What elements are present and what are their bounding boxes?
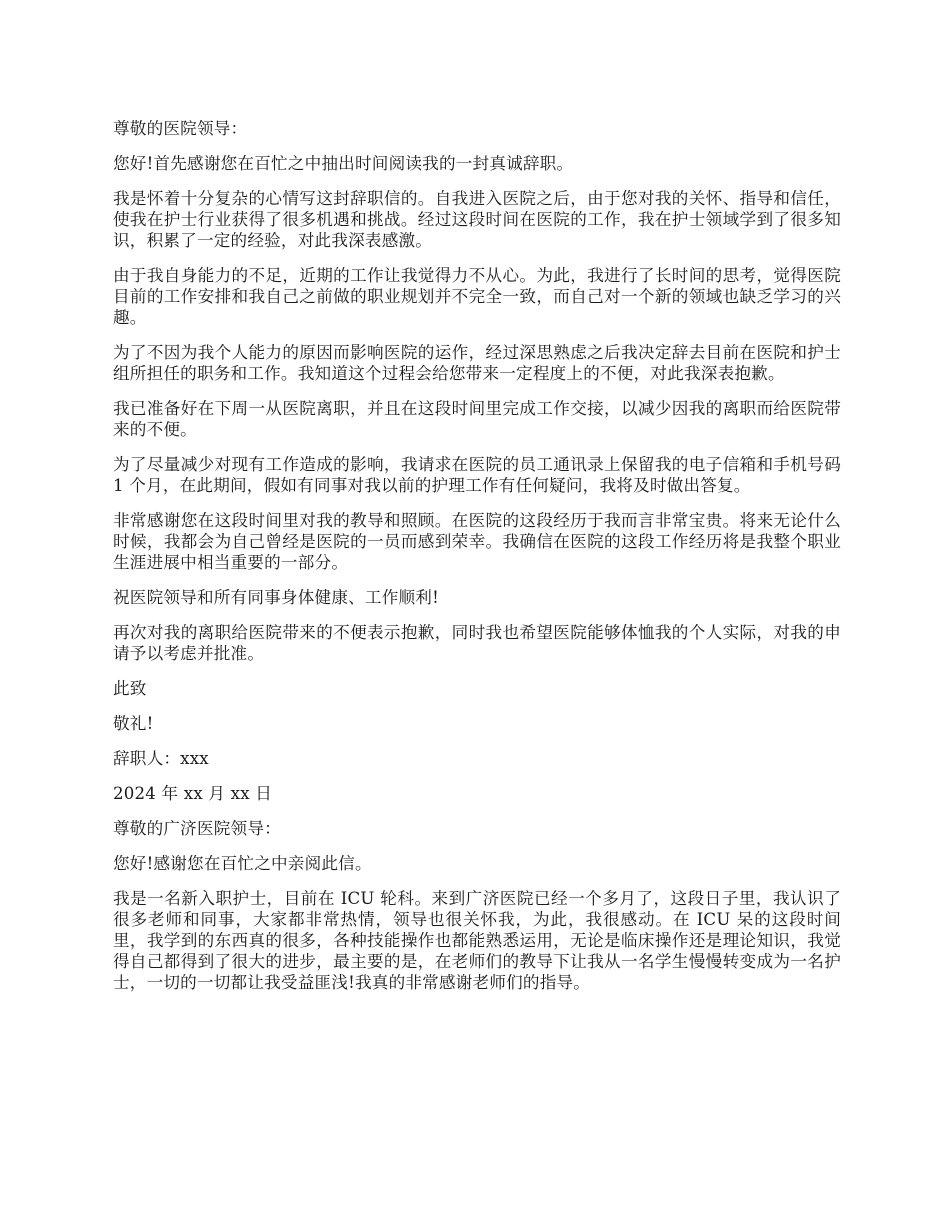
body-paragraph: 我已准备好在下周一从医院离职，并且在这段时间里完成工作交接，以减少因我的离职而给医院带来的不便。	[113, 399, 841, 439]
body-paragraph: 为了尽量减少对现有工作造成的影响，我请求在医院的员工通讯录上保留我的电子信箱和手机号码 1 个月，在此期间，假如有同事对我以前的护理工作有任何疑问，我将及时做出答复。	[113, 455, 841, 495]
closing-line: 此致	[113, 679, 147, 698]
wishes-line: 祝医院领导和所有同事身体健康、工作顺利!	[113, 588, 439, 607]
letter-body	[113, 118, 841, 1007]
body-paragraph: 非常感谢您在这段时间里对我的教导和照顾。在医院的这段经历于我而言非常宝贵。将来无论什么时候，我都会为自己曾经是医院的一员而感到荣幸。我确信在医院的这段工作经历将是我整个职业生涯进展中相当重要的一部分。	[113, 511, 841, 572]
closing-salute: 敬礼!	[113, 714, 154, 733]
body-paragraph: 为了不因为我个人能力的原因而影响医院的运作，经过深思熟虑之后我决定辞去目前在医院和护士组所担任的职务和工作。我知道这个过程会给您带来一定程度上的不便，对此我深表抱歉。	[113, 343, 841, 383]
body-paragraph: 由于我自身能力的不足，近期的工作让我觉得力不从心。为此，我进行了长时间的思考，觉得医院目前的工作安排和我自己之前做的职业规划并不完全一致，而自己对一个新的领域也缺乏学习的兴趣。	[113, 266, 841, 327]
opening-paragraph: 您好!首先感谢您在百忙之中抽出时间阅读我的一封真诚辞职。	[113, 154, 574, 173]
second-opening-paragraph: 您好!感谢您在百忙之中亲阅此信。	[113, 854, 372, 873]
body-paragraph: 我是一名新入职护士，目前在 ICU 轮科。来到广济医院已经一个多月了，这段日子里，我认识了很多老师和同事，大家都非常热情，领导也很关怀我，为此，我很感动。在 ICU 呆的这段时间里，我学到的东西真的很多，各种技能操作也都能熟悉运用，无论是临床操作还是理论知识，我觉得自己都得到了很大的进步，最主要的是，在老师们的教导下让我从一名学生慢慢转变成为一名护士，一切的一切都让我受益匪浅!我真的非常感谢老师们的指导。	[113, 889, 841, 992]
body-paragraph: 我是怀着十分复杂的心情写这封辞职信的。自我进入医院之后，由于您对我的关怀、指导和信任，使我在护士行业获得了很多机遇和挑战。经过这段时间在医院的工作，我在护士领域学到了很多知识，积累了一定的经验，对此我深表感激。	[113, 189, 841, 250]
second-salutation: 尊敬的广济医院领导：	[113, 819, 281, 838]
body-paragraph: 再次对我的离职给医院带来的不便表示抱歉，同时我也希望医院能够体恤我的个人实际，对我的申请予以考虑并批准。	[113, 623, 841, 663]
signature-line: 辞职人：xxx	[113, 749, 209, 768]
date-line: 2024 年 xx 月 xx 日	[113, 784, 273, 803]
salutation: 尊敬的医院领导：	[113, 119, 248, 138]
